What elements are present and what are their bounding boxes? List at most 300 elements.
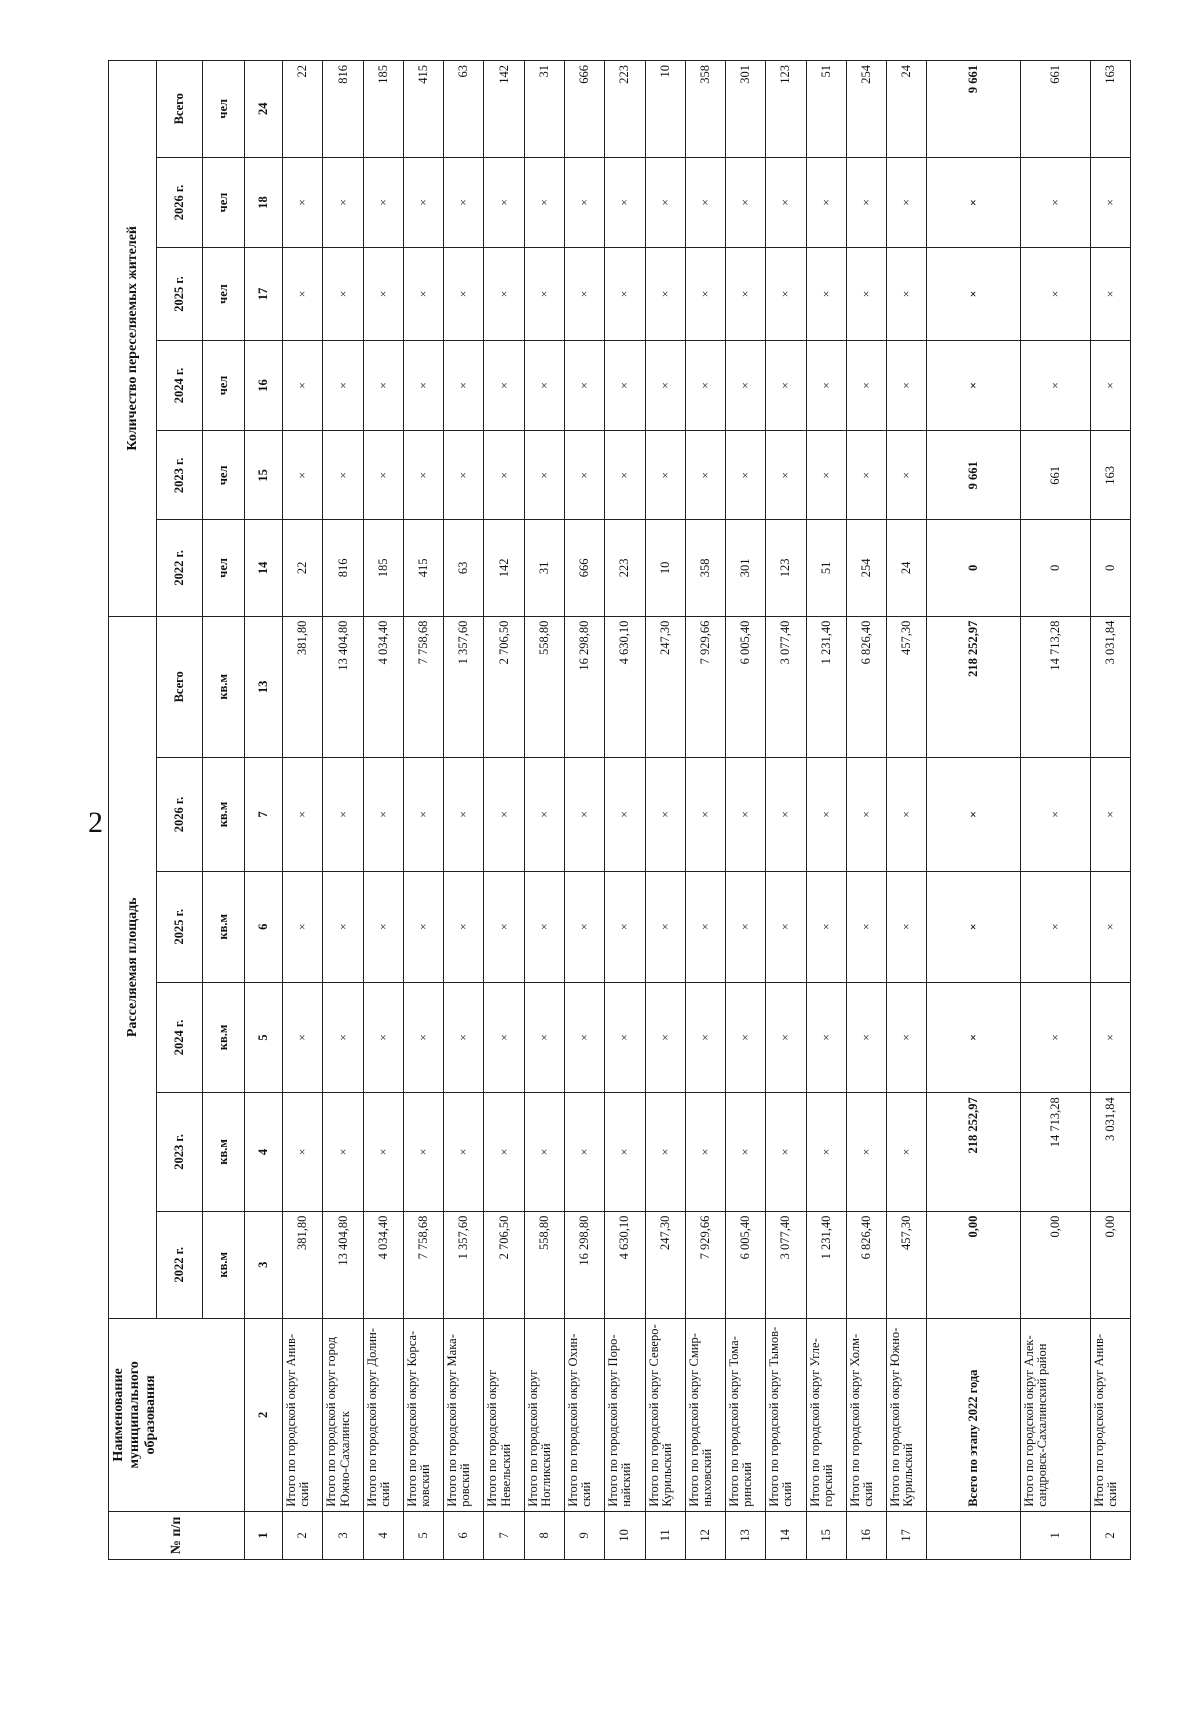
not-applicable-cell: × [484,248,524,340]
not-applicable-cell: × [726,248,766,340]
row-number: 4 [363,1511,403,1559]
people-value-cell: 254 [846,520,886,616]
people-value-cell: 22 [283,61,323,158]
row-number: 16 [846,1511,886,1559]
area-value-cell: 7 758,68 [403,616,443,757]
header-year: 2024 г. [157,982,203,1093]
table-row [605,61,645,1560]
not-applicable-cell: × [685,431,725,520]
not-applicable-cell: × [685,157,725,248]
people-value-cell: 816 [323,61,363,158]
row-number: 17 [887,1511,927,1559]
people-value-cell: 9 661 [927,61,1020,158]
row-number: 1 [1020,1511,1090,1559]
not-applicable-cell: × [726,157,766,248]
municipality-name: Итого по городской округ Мака-ровский [444,1318,484,1511]
not-applicable-cell: × [524,1093,564,1211]
not-applicable-cell: × [363,982,403,1093]
not-applicable-cell: × [524,871,564,982]
column-number: 18 [245,157,283,248]
table-row [685,61,725,1560]
not-applicable-cell: × [484,431,524,520]
column-number: 4 [245,1093,283,1211]
not-applicable-cell: × [927,340,1020,431]
people-value-cell: 415 [403,61,443,158]
people-value-cell: 142 [484,61,524,158]
not-applicable-cell: × [524,758,564,872]
not-applicable-cell: × [766,157,806,248]
not-applicable-cell: × [726,1093,766,1211]
municipality-name: Итого по городской округ Смир-ныховский [685,1318,725,1511]
not-applicable-cell: × [403,871,443,982]
municipality-name: Итого по городской округ Охин-ский [565,1318,605,1511]
area-value-cell: 247,30 [645,1211,685,1318]
not-applicable-cell: × [846,157,886,248]
not-applicable-cell: × [403,157,443,248]
people-value-cell: 142 [484,520,524,616]
area-value-cell: 3 031,84 [1090,616,1130,757]
rotated-table-container [108,60,1131,1560]
not-applicable-cell: × [766,1093,806,1211]
not-applicable-cell: × [565,758,605,872]
not-applicable-cell: × [685,871,725,982]
not-applicable-cell: × [685,1093,725,1211]
not-applicable-cell: × [887,982,927,1093]
not-applicable-cell: × [444,431,484,520]
area-value-cell: 0,00 [927,1211,1020,1318]
area-value-cell: 457,30 [887,1211,927,1318]
people-value-cell: 358 [685,61,725,158]
people-value-cell: 185 [363,61,403,158]
table-total-row [927,61,1020,1560]
resettlement-table [108,60,1131,1560]
not-applicable-cell: × [766,758,806,872]
not-applicable-cell: × [645,157,685,248]
municipality-name: Итого по городской округ Южно-Курильский [887,1318,927,1511]
area-value-cell: 457,30 [887,616,927,757]
not-applicable-cell: × [605,871,645,982]
not-applicable-cell: × [605,982,645,1093]
not-applicable-cell: × [403,758,443,872]
not-applicable-cell: × [323,157,363,248]
row-number: 2 [283,1511,323,1559]
people-value-cell: 63 [444,520,484,616]
column-number: 1 [245,1511,283,1559]
not-applicable-cell: × [283,871,323,982]
not-applicable-cell: × [726,340,766,431]
municipality-name: Итого по городской округ Ногликский [524,1318,564,1511]
people-value-cell: 301 [726,61,766,158]
not-applicable-cell: × [846,758,886,872]
municipality-name: Итого по городской округ Поро-найский [605,1318,645,1511]
municipality-name: Всего по этапу 2022 года [927,1318,1020,1511]
not-applicable-cell: × [1020,871,1090,982]
not-applicable-cell: × [846,248,886,340]
not-applicable-cell: × [403,982,443,1093]
area-value-cell: 381,80 [283,616,323,757]
not-applicable-cell: × [846,431,886,520]
not-applicable-cell: × [806,431,846,520]
not-applicable-cell: × [726,431,766,520]
not-applicable-cell: × [766,248,806,340]
not-applicable-cell: × [444,340,484,431]
not-applicable-cell: × [323,431,363,520]
header-unit: кв.м [203,1211,245,1318]
table-row [806,61,846,1560]
area-value-cell: 3 077,40 [766,1211,806,1318]
not-applicable-cell: × [605,157,645,248]
area-value-cell: 218 252,97 [927,1093,1020,1211]
municipality-name: Итого по городской округ Холм-ский [846,1318,886,1511]
not-applicable-cell: × [283,431,323,520]
table-row [283,61,323,1560]
not-applicable-cell: × [444,157,484,248]
not-applicable-cell: × [806,758,846,872]
table-row [1090,61,1130,1560]
not-applicable-cell: × [846,871,886,982]
row-number: 6 [444,1511,484,1559]
not-applicable-cell: × [283,758,323,872]
people-value-cell: 0 [1020,520,1090,616]
not-applicable-cell: × [1020,982,1090,1093]
not-applicable-cell: × [565,871,605,982]
area-value-cell: 2 706,50 [484,1211,524,1318]
not-applicable-cell: × [363,1093,403,1211]
not-applicable-cell: × [403,431,443,520]
header-name: Наименование муниципального образования [109,1318,245,1511]
not-applicable-cell: × [846,340,886,431]
not-applicable-cell: × [565,982,605,1093]
people-value-cell: 163 [1090,61,1130,158]
people-value-cell: 301 [726,520,766,616]
header-unit: чел [203,157,245,248]
column-number: 3 [245,1211,283,1318]
not-applicable-cell: × [645,340,685,431]
not-applicable-cell: × [726,871,766,982]
area-value-cell: 0,00 [1090,1211,1130,1318]
area-value-cell: 1 357,60 [444,1211,484,1318]
not-applicable-cell: × [444,248,484,340]
not-applicable-cell: × [444,1093,484,1211]
column-number: 24 [245,61,283,158]
people-value-cell: 185 [363,520,403,616]
not-applicable-cell: × [927,248,1020,340]
table-row [403,61,443,1560]
header-year: 2023 г. [157,431,203,520]
municipality-name: Итого по городской округ Невельский [484,1318,524,1511]
not-applicable-cell: × [766,340,806,431]
area-value-cell: 6 826,40 [846,1211,886,1318]
header-year: 2022 г. [157,520,203,616]
table-row [645,61,685,1560]
not-applicable-cell: × [806,248,846,340]
not-applicable-cell: × [846,982,886,1093]
header-people-group: Количество переселяемых жителей [109,61,157,617]
not-applicable-cell: × [283,1093,323,1211]
row-number: 14 [766,1511,806,1559]
column-number: 17 [245,248,283,340]
row-number: 5 [403,1511,443,1559]
not-applicable-cell: × [565,340,605,431]
people-value-cell: 10 [645,520,685,616]
area-value-cell: 16 298,80 [565,616,605,757]
area-value-cell: 7 929,66 [685,616,725,757]
table-row [1020,61,1090,1560]
area-value-cell: 4 034,40 [363,1211,403,1318]
not-applicable-cell: × [685,758,725,872]
people-value-cell: 666 [565,520,605,616]
municipality-name: Итого по городской округ Северо-Курильский [645,1318,685,1511]
area-value-cell: 2 706,50 [484,616,524,757]
not-applicable-cell: × [1020,157,1090,248]
row-number: 2 [1090,1511,1130,1559]
not-applicable-cell: × [565,1093,605,1211]
area-value-cell: 13 404,80 [323,1211,363,1318]
area-value-cell: 4 034,40 [363,616,403,757]
people-value-cell: 31 [524,61,564,158]
not-applicable-cell: × [484,1093,524,1211]
area-value-cell: 6 826,40 [846,616,886,757]
people-value-cell: 163 [1090,431,1130,520]
header-unit: чел [203,431,245,520]
header-year: 2022 г. [157,1211,203,1318]
area-value-cell: 1 231,40 [806,1211,846,1318]
not-applicable-cell: × [927,157,1020,248]
area-value-cell: 1 231,40 [806,616,846,757]
area-value-cell: 558,80 [524,1211,564,1318]
header-year: 2026 г. [157,157,203,248]
not-applicable-cell: × [927,982,1020,1093]
not-applicable-cell: × [484,758,524,872]
header-year: 2026 г. [157,758,203,872]
not-applicable-cell: × [283,248,323,340]
not-applicable-cell: × [685,340,725,431]
not-applicable-cell: × [363,758,403,872]
area-value-cell: 381,80 [283,1211,323,1318]
not-applicable-cell: × [1020,248,1090,340]
not-applicable-cell: × [565,157,605,248]
not-applicable-cell: × [887,431,927,520]
not-applicable-cell: × [444,871,484,982]
not-applicable-cell: × [1090,340,1130,431]
area-value-cell: 3 077,40 [766,616,806,757]
not-applicable-cell: × [605,1093,645,1211]
column-number-row [245,61,283,1560]
not-applicable-cell: × [403,248,443,340]
people-value-cell: 661 [1020,431,1090,520]
people-value-cell: 223 [605,520,645,616]
not-applicable-cell: × [1090,982,1130,1093]
people-value-cell: 661 [1020,61,1090,158]
header-unit: чел [203,61,245,158]
not-applicable-cell: × [524,982,564,1093]
not-applicable-cell: × [484,157,524,248]
not-applicable-cell: × [887,871,927,982]
not-applicable-cell: × [887,340,927,431]
not-applicable-cell: × [524,340,564,431]
not-applicable-cell: × [766,871,806,982]
area-value-cell: 13 404,80 [323,616,363,757]
not-applicable-cell: × [927,758,1020,872]
not-applicable-cell: × [524,157,564,248]
not-applicable-cell: × [766,431,806,520]
not-applicable-cell: × [323,871,363,982]
header-year: 2025 г. [157,248,203,340]
area-value-cell: 16 298,80 [565,1211,605,1318]
area-value-cell: 7 758,68 [403,1211,443,1318]
not-applicable-cell: × [1090,871,1130,982]
municipality-name: Итого по городской округ Корса-ковский [403,1318,443,1511]
column-number: 6 [245,871,283,982]
header-unit: кв.м [203,871,245,982]
header-unit: кв.м [203,982,245,1093]
not-applicable-cell: × [887,1093,927,1211]
not-applicable-cell: × [283,157,323,248]
not-applicable-cell: × [363,340,403,431]
not-applicable-cell: × [685,982,725,1093]
people-value-cell: 51 [806,520,846,616]
not-applicable-cell: × [766,982,806,1093]
column-number: 7 [245,758,283,872]
not-applicable-cell: × [726,758,766,872]
not-applicable-cell: × [484,982,524,1093]
not-applicable-cell: × [1090,248,1130,340]
not-applicable-cell: × [484,340,524,431]
not-applicable-cell: × [323,248,363,340]
municipality-name: Итого по городской округ город Южно-Сахалинск [323,1318,363,1511]
column-number: 15 [245,431,283,520]
not-applicable-cell: × [645,758,685,872]
row-number: 7 [484,1511,524,1559]
not-applicable-cell: × [806,871,846,982]
header-num: № п/п [109,1511,245,1559]
area-value-cell: 14 713,28 [1020,1093,1090,1211]
row-number: 3 [323,1511,363,1559]
table-row [887,61,927,1560]
not-applicable-cell: × [887,157,927,248]
header-unit: кв.м [203,758,245,872]
area-value-cell: 4 630,10 [605,1211,645,1318]
table-row [565,61,605,1560]
not-applicable-cell: × [444,982,484,1093]
not-applicable-cell: × [806,340,846,431]
header-year: 2024 г. [157,340,203,431]
people-value-cell: 31 [524,520,564,616]
table-row [484,61,524,1560]
row-number: 11 [645,1511,685,1559]
municipality-name: Итого по городской округ Долин-ский [363,1318,403,1511]
header-unit: чел [203,520,245,616]
people-value-cell: 415 [403,520,443,616]
not-applicable-cell: × [363,157,403,248]
not-applicable-cell: × [283,982,323,1093]
not-applicable-cell: × [444,758,484,872]
header-year: 2025 г. [157,871,203,982]
not-applicable-cell: × [726,982,766,1093]
not-applicable-cell: × [1090,157,1130,248]
not-applicable-cell: × [605,340,645,431]
municipality-name: Итого по городской округ Анив-ский [1090,1318,1130,1511]
row-number: 13 [726,1511,766,1559]
column-number: 13 [245,616,283,757]
area-value-cell: 218 252,97 [927,616,1020,757]
not-applicable-cell: × [403,1093,443,1211]
not-applicable-cell: × [887,248,927,340]
area-value-cell: 558,80 [524,616,564,757]
area-value-cell: 7 929,66 [685,1211,725,1318]
people-value-cell: 358 [685,520,725,616]
people-value-cell: 223 [605,61,645,158]
people-value-cell: 0 [1090,520,1130,616]
area-value-cell: 6 005,40 [726,1211,766,1318]
row-number: 8 [524,1511,564,1559]
municipality-name: Итого по городской округ Алек-сандровск-Сахалинский район [1020,1318,1090,1511]
not-applicable-cell: × [806,1093,846,1211]
table-body [245,61,1131,1560]
not-applicable-cell: × [645,982,685,1093]
header-year: 2023 г. [157,1093,203,1211]
people-value-cell: 666 [565,61,605,158]
table-row [524,61,564,1560]
municipality-name: Итого по городской округ Угле-горский [806,1318,846,1511]
municipality-name: Итого по городской округ Тома-ринский [726,1318,766,1511]
municipality-name: Итого по городской округ Тымов-ский [766,1318,806,1511]
table-row [846,61,886,1560]
people-value-cell: 22 [283,520,323,616]
area-value-cell: 247,30 [645,616,685,757]
table-row [444,61,484,1560]
row-number: 12 [685,1511,725,1559]
not-applicable-cell: × [323,340,363,431]
not-applicable-cell: × [283,340,323,431]
not-applicable-cell: × [403,340,443,431]
people-value-cell: 24 [887,61,927,158]
header-year: Всего [157,616,203,757]
municipality-name: Итого по городской округ Анив-ский [283,1318,323,1511]
column-number: 2 [245,1318,283,1511]
header-unit: чел [203,248,245,340]
row-number: 9 [565,1511,605,1559]
area-value-cell: 1 357,60 [444,616,484,757]
people-value-cell: 24 [887,520,927,616]
not-applicable-cell: × [484,871,524,982]
not-applicable-cell: × [524,431,564,520]
not-applicable-cell: × [645,1093,685,1211]
header-year: Всего [157,61,203,158]
header-unit: чел [203,340,245,431]
not-applicable-cell: × [605,758,645,872]
not-applicable-cell: × [323,982,363,1093]
table-row [766,61,806,1560]
people-value-cell: 9 661 [927,431,1020,520]
not-applicable-cell: × [645,248,685,340]
area-value-cell: 4 630,10 [605,616,645,757]
page-number: 2 [88,806,103,839]
people-value-cell: 0 [927,520,1020,616]
not-applicable-cell: × [806,157,846,248]
not-applicable-cell: × [806,982,846,1093]
column-number: 16 [245,340,283,431]
not-applicable-cell: × [605,248,645,340]
people-value-cell: 254 [846,61,886,158]
row-number [927,1511,1020,1559]
not-applicable-cell: × [565,431,605,520]
row-number: 15 [806,1511,846,1559]
people-value-cell: 51 [806,61,846,158]
people-value-cell: 63 [444,61,484,158]
header-area-group: Расселяемая площадь [109,616,157,1318]
not-applicable-cell: × [524,248,564,340]
